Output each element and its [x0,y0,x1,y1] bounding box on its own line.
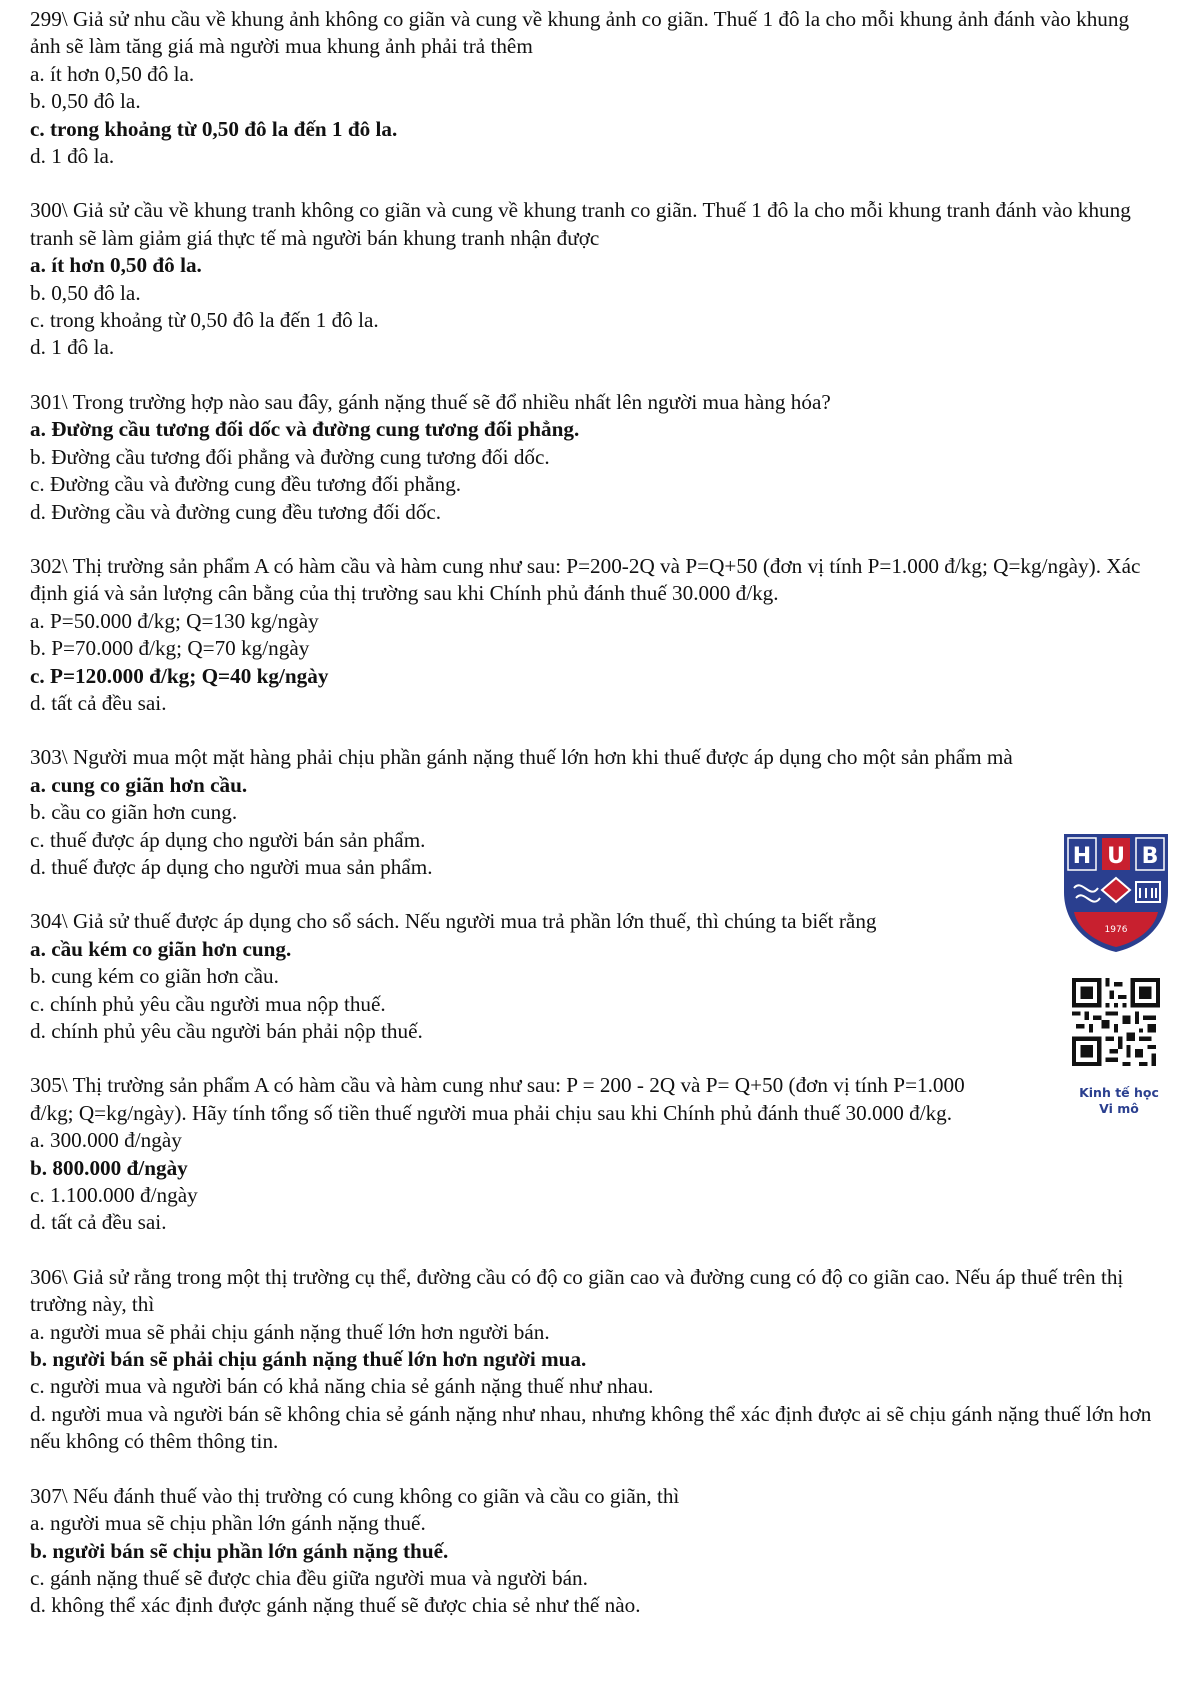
question-307 [30,1483,1160,1620]
option-c: c. P=120.000 đ/kg; Q=40 kg/ngày [30,663,329,688]
option-b: b. người bán sẽ phải chịu gánh nặng thuế lớn hơn người mua. [30,1347,587,1372]
question-stem: 300\ Giả sử cầu về khung tranh không co giãn và cung về khung tranh co giãn. Thuế 1 đô la cho mỗi khung tranh đánh vào khung tranh sẽ làm giảm giá thực tế mà người bán khung tranh nhận được [30,198,1131,250]
option-c: c. thuế được áp dụng cho người bán sản phẩm. [30,827,426,852]
option-a: a. người mua sẽ chịu phần lớn gánh nặng thuế. [30,1511,426,1536]
option-c: c. chính phủ yêu cầu người mua nộp thuế. [30,991,386,1016]
option-b: b. Đường cầu tương đối phẳng và đường cung tương đối dốc. [30,444,550,469]
option-d: d. tất cả đều sai. [30,690,167,715]
question-stem: 307\ Nếu đánh thuế vào thị trường có cung không co giãn và cầu co giãn, thì [30,1483,680,1508]
question-301 [30,389,1160,526]
option-b: b. 800.000 đ/ngày [30,1155,188,1180]
option-a: a. cung co giãn hơn cầu. [30,772,248,797]
question-stem: 302\ Thị trường sản phẩm A có hàm cầu và hàm cung như sau: P=200-2Q và P=Q+50 (đơn vị tính P=1.000 đ/kg; Q=kg/ngày). Xác định giá và sản lượng cân bằng của thị trường sau khi Chính phủ đánh thuế 30.000 đ/kg. [30,553,1141,606]
document-page [30,6,1160,1647]
option-a: a. ít hơn 0,50 đô la. [30,253,202,278]
option-a: a. P=50.000 đ/kg; Q=130 kg/ngày [30,608,319,633]
caption-line-2: Vi mô [1099,1101,1139,1116]
logo-letter-b: B [1141,844,1159,869]
option-b: b. người bán sẽ chịu phần lớn gánh nặng thuế. [30,1538,449,1563]
option-b: b. 0,50 đô la. [30,89,141,114]
option-d: d. tất cả đều sai. [30,1210,167,1235]
option-a: a. Đường cầu tương đối dốc và đường cung tương đối phẳng. [30,417,580,442]
question-304 [30,908,1160,1045]
logo-caption [1060,1085,1178,1117]
option-d: d. thuế được áp dụng cho người mua sản phẩm. [30,854,433,879]
caption-line-1: Kinh tế học [1079,1085,1159,1100]
option-d: d. chính phủ yêu cầu người bán phải nộp thuế. [30,1019,423,1043]
question-299 [30,6,1160,170]
option-b: b. P=70.000 đ/kg; Q=70 kg/ngày [30,636,310,661]
question-stem: 301\ Trong trường hợp nào sau đây, gánh nặng thuế sẽ đổ nhiều nhất lên người mua hàng hóa? [30,389,831,414]
logo-letter-u: U [1107,844,1125,869]
option-d: d. người mua và người bán sẽ không chia sẻ gánh nặng như nhau, nhưng không thể xác định được ai sẽ chịu gánh nặng thuế lớn hơn nếu không có thêm thông tin. [30,1401,1152,1454]
question-306 [30,1264,1160,1456]
option-c: c. trong khoảng từ 0,50 đô la đến 1 đô la. [30,308,379,333]
option-a: a. 300.000 đ/ngày [30,1128,182,1153]
logo-year: 1976 [1104,925,1128,935]
option-d: d. Đường cầu và đường cung đều tương đối dốc. [30,499,442,524]
option-c: c. Đường cầu và đường cung đều tương đối phẳng. [30,472,462,497]
question-stem: 306\ Giả sử rằng trong một thị trường cụ thể, đường cầu có độ co giãn cao và đường cung có độ co giãn cao. Nếu áp thuế trên thị trường này, thì [30,1264,1124,1317]
logo-letter-h: H [1072,844,1092,869]
question-stem: 305\ Thị trường sản phẩm A có hàm cầu và hàm cung như sau: P = 200 - 2Q và P= Q+50 (đơn vị tính P=1.000 đ/kg; Q=kg/ngày). Hãy tính tổng số tiền thuế người mua phải chịu sau khi Chính phủ đánh thuế 30.000 đ/kg. [30,1073,965,1125]
option-b: b. 0,50 đô la. [30,280,141,305]
option-c: c. người mua và người bán có khả năng chia sẻ gánh nặng thuế như nhau. [30,1374,654,1399]
hub-logo [1060,830,1172,955]
option-d: d. 1 đô la. [30,144,115,169]
question-list [30,6,1160,1620]
qr-code [1072,978,1160,1066]
option-d: d. không thể xác định được gánh nặng thuế sẽ được chia sẻ như thế nào. [30,1593,641,1618]
question-302 [30,553,1160,717]
question-stem: 303\ Người mua một mặt hàng phải chịu phần gánh nặng thuế lớn hơn khi thuế được áp dụng cho một sản phẩm mà [30,745,1013,770]
option-a: a. ít hơn 0,50 đô la. [30,61,195,86]
question-305 [30,1072,1160,1236]
option-c: c. 1.100.000 đ/ngày [30,1183,198,1208]
question-stem: 299\ Giả sử nhu cầu về khung ảnh không co giãn và cung về khung ảnh co giãn. Thuế 1 đô la cho mỗi khung ảnh đánh vào khung ảnh sẽ làm tăng giá mà người mua khung ảnh phải trả thêm [30,7,1130,59]
option-a: a. cầu kém co giãn hơn cung. [30,936,292,961]
question-stem: 304\ Giả sử thuế được áp dụng cho sổ sách. Nếu người mua trả phần lớn thuế, thì chúng ta biết rằng [30,909,877,934]
question-300 [30,197,1160,361]
option-c: c. trong khoảng từ 0,50 đô la đến 1 đô la. [30,116,398,141]
option-a: a. người mua sẽ phải chịu gánh nặng thuế lớn hơn người bán. [30,1319,550,1344]
question-303 [30,744,1160,881]
option-b: b. cung kém co giãn hơn cầu. [30,964,279,989]
option-b: b. cầu co giãn hơn cung. [30,800,238,825]
option-d: d. 1 đô la. [30,335,115,360]
option-c: c. gánh nặng thuế sẽ được chia đều giữa người mua và người bán. [30,1565,588,1590]
